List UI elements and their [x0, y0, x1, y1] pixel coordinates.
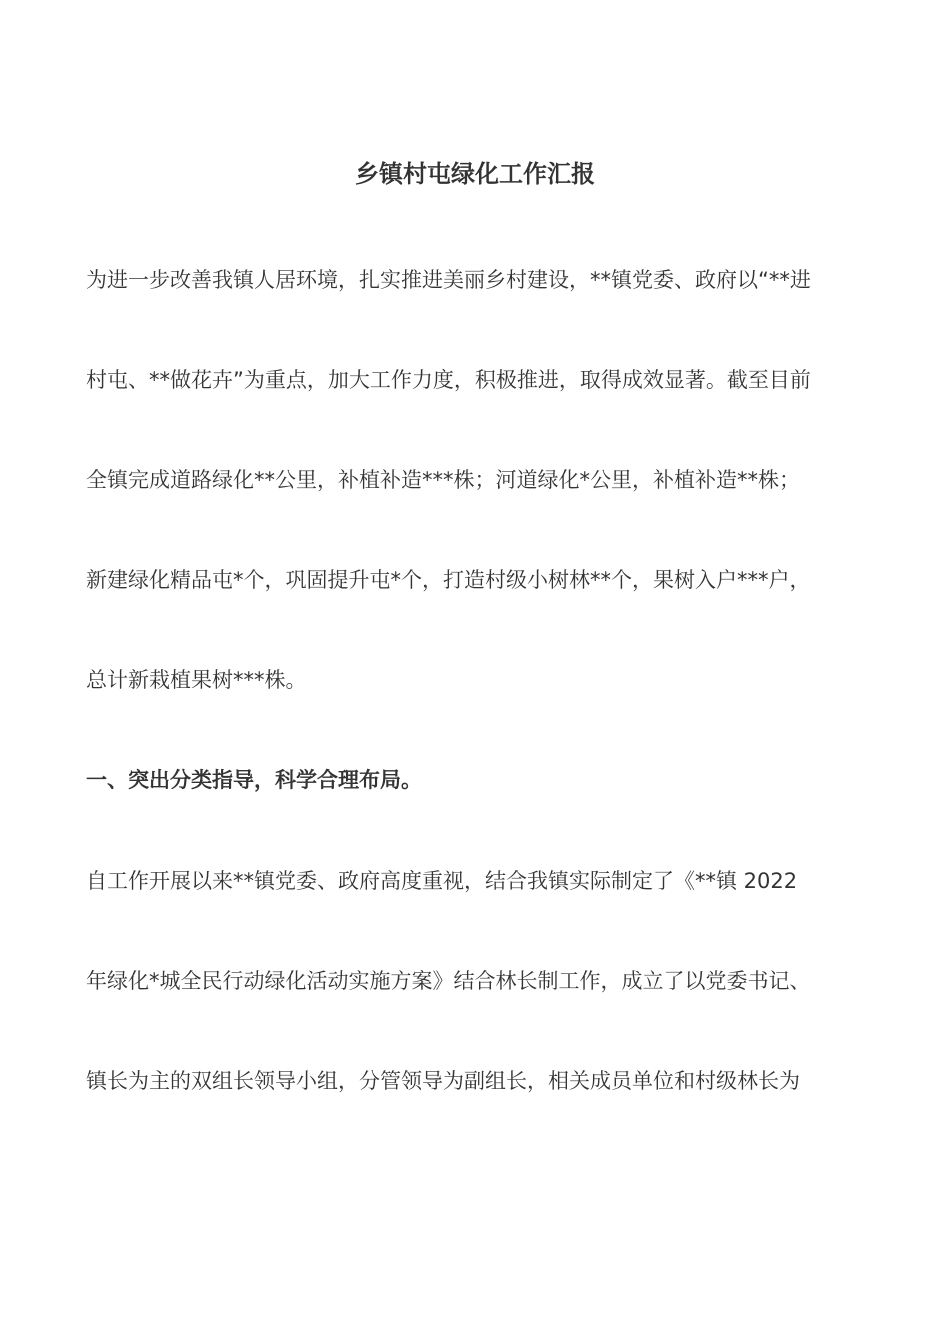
section-1-heading: 一、突出分类指导，科学合理布局。	[86, 768, 422, 792]
section-1-line-2: 年绿化*城全民行动绿化活动实施方案》结合林长制工作，成立了以党委书记、	[86, 969, 811, 993]
intro-line-5: 总计新栽植果树***株。	[86, 668, 307, 692]
section-1-line-1: 自工作开展以来**镇党委、政府高度重视，结合我镇实际制定了《**镇 2022	[86, 869, 798, 893]
section-1-line-3: 镇长为主的双组长领导小组，分管领导为副组长，相关成员单位和村级林长为	[86, 1069, 800, 1093]
document-title: 乡镇村屯绿化工作汇报	[355, 160, 595, 188]
intro-line-1: 为进一步改善我镇人居环境，扎实推进美丽乡村建设，**镇党委、政府以“**进	[86, 268, 811, 292]
intro-line-2: 村屯、**做花卉”为重点，加大工作力度，积极推进，取得成效显著。截至目前	[86, 368, 811, 392]
intro-line-3: 全镇完成道路绿化**公里，补植补造***株；河道绿化*公里，补植补造**株；	[86, 468, 800, 492]
intro-line-4: 新建绿化精品屯*个，巩固提升屯*个，打造村级小树林**个，果树入户***户，	[86, 568, 811, 592]
